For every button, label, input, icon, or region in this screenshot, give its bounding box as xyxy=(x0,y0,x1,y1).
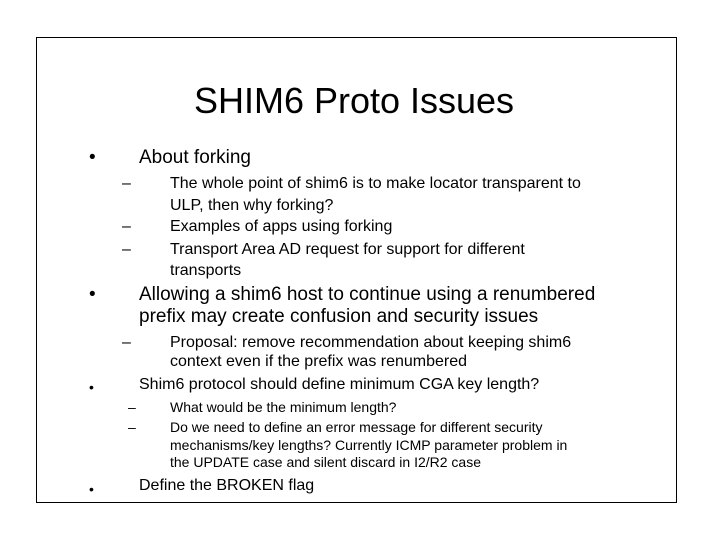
bullet-icon: • xyxy=(89,481,94,497)
bullet-text: About forking xyxy=(139,147,251,168)
sub-bullet-text: Do we need to define an error message for different security xyxy=(170,419,543,435)
dash-icon: – xyxy=(128,419,136,435)
sub-bullet-text: context even if the prefix was renumbered xyxy=(170,353,468,370)
sub-bullet-text: Examples of apps using forking xyxy=(170,218,393,235)
bullet-text: Shim6 protocol should define minimum CGA key length? xyxy=(139,376,540,393)
sub-bullet-text: Transport Area AD request for support for different xyxy=(170,241,525,258)
bullet-icon: • xyxy=(89,379,94,395)
bullet-text: Define the BROKEN flag xyxy=(139,477,315,494)
bullet-text: Allowing a shim6 host to continue using a renumbered xyxy=(139,284,596,305)
bullet-icon: • xyxy=(89,147,96,168)
sub-bullet-text: What would be the minimum length? xyxy=(170,399,397,415)
sub-bullet-text: ULP, then why forking? xyxy=(170,197,334,214)
dash-icon: – xyxy=(128,399,136,415)
sub-bullet-text: The whole point of shim6 is to make locator transparent to xyxy=(170,175,581,192)
bullet-icon: • xyxy=(89,284,96,305)
dash-icon: – xyxy=(122,218,131,235)
sub-bullet-text: Proposal: remove recommendation about keeping shim6 xyxy=(170,334,572,351)
slide-title: SHIM6 Proto Issues xyxy=(193,80,515,121)
sub-bullet-text: the UPDATE case and silent discard in I2/R2 case xyxy=(170,454,482,470)
sub-bullet-text: transports xyxy=(170,262,242,279)
bullet-text: prefix may create confusion and security issues xyxy=(139,306,539,327)
dash-icon: – xyxy=(122,241,131,258)
sub-bullet-text: mechanisms/key lengths? Currently ICMP parameter problem in xyxy=(170,437,568,453)
dash-icon: – xyxy=(122,175,131,192)
dash-icon: – xyxy=(122,334,131,351)
